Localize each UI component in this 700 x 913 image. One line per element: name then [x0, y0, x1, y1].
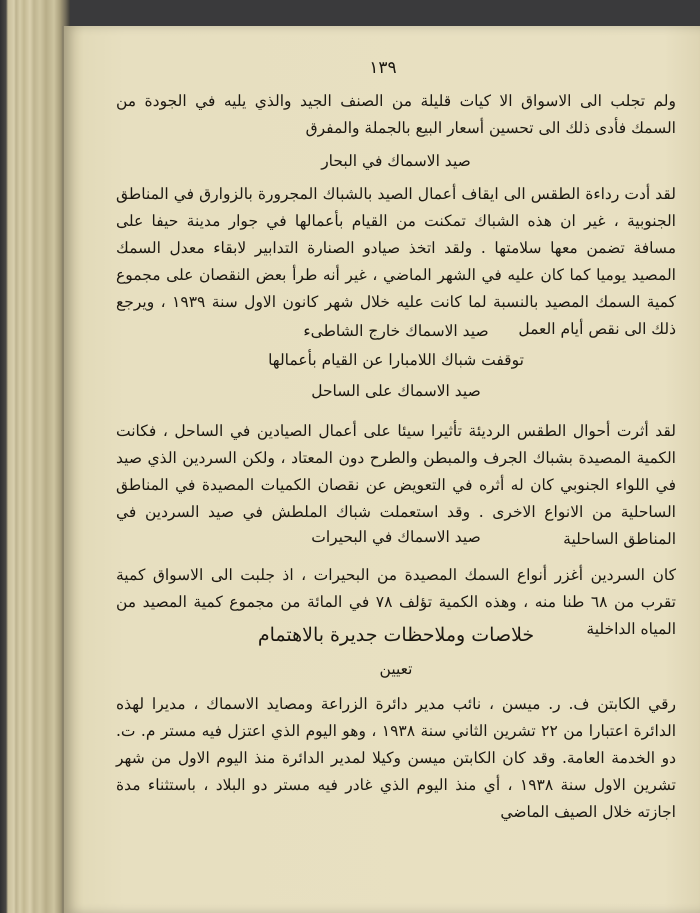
paragraph-market-supply: ولم تجلب الى الاسواق الا كيات قليلة من الصنف الجيد والذي يليه في الجودة من السمك فأدى ذلك الى تحسين أسعار البيع بالجملة والمفرق	[116, 92, 676, 137]
page-number: ١٣٩	[369, 58, 397, 78]
heading-offshore-fishing: صيد الاسماك خارج الشاطىء	[303, 322, 489, 340]
heading-summaries: خلاصات وملاحظات جديرة بالاهتمام	[257, 624, 535, 646]
paragraph-coastal-fishing: لقد أثرت أحوال الطقس الرديئة تأثيرا سيئا على أعمال الصيادين في الساحل ، فكانت الكمية المصيدة بشباك الجرف والمبطن والطرح دون المعتاد ، ولكن السردين الذي صيد في اللواء الجنوبي كان له أثره في التعويض عن نقصان الكميات المصيدة في المناطق الساحلية من الانواع الاخرى . وقد استعملت شباك الملطش في صيد السردين في المناطق الساحلية	[116, 422, 676, 548]
paragraph-sea-fishing: لقد أدت رداءة الطقس الى ايقاف أعمال الصيد بالشباك المجرورة بالزوارق في المناطق الجنوبية ، غير ان هذه الشباك تمكنت من القيام بأعمالها في جوار مدينة حيفا على مسافة تضمن معها سلامتها . ولقد اتخذ صيادو الصنارة التدابير لابقاء معدل السمك المصيد يوميا كما كان عليه في الشهر الماضي ، غير أنه طرأ بعض النقصان على مجموع كمية السمك المصيد بالنسبة لما كانت عليه خلال شهر كانون الاول سنة ١٩٣٩ ، ويرجع ذلك الى نقص أيام العمل	[116, 185, 677, 338]
line-lampara-nets: توقفت شباك اللامبارا عن القيام بأعمالها	[268, 351, 524, 369]
heading-sea-fishing: صيد الاسماك في البحار	[321, 152, 471, 170]
paragraph-lake-fishing: كان السردين أغزر أنواع السمك المصيدة من البحيرات ، اذ جلبت الى الاسواق كمية تقرب من ٦٨ طنا منه ، وهذه الكمية تؤلف ٧٨ في المائة من مجموع كمية المصيد من المياه الداخلية	[116, 566, 676, 638]
heading-coastal-fishing: صيد الاسماك على الساحل	[311, 382, 481, 400]
paragraph-appointment: رقي الكابتن ف. ر. ميسن ، نائب مدير دائرة الزراعة ومصايد الاسماك ، مديرا لهذه الدائرة اعتبارا من ٢٢ تشرين الثاني سنة ١٩٣٨ ، وهو اليوم الذي اعتزل فيه مستر م. ت. دو الخدمة العامة. وقد كان الكابتن ميسن وكيلا لمدير الدائرة منذ اليوم الاول من شهر تشرين الاول سنة ١٩٣٨ ، أي منذ اليوم الذي غادر فيه مستر دو البلاد ، باستثناء مدة اجازته خلال الصيف الماضي	[116, 695, 676, 821]
heading-lake-fishing: صيد الاسماك في البحيرات	[311, 528, 481, 546]
book-page-edges	[0, 0, 70, 913]
book-page	[62, 26, 700, 913]
heading-appointment: تعيين	[379, 660, 413, 678]
